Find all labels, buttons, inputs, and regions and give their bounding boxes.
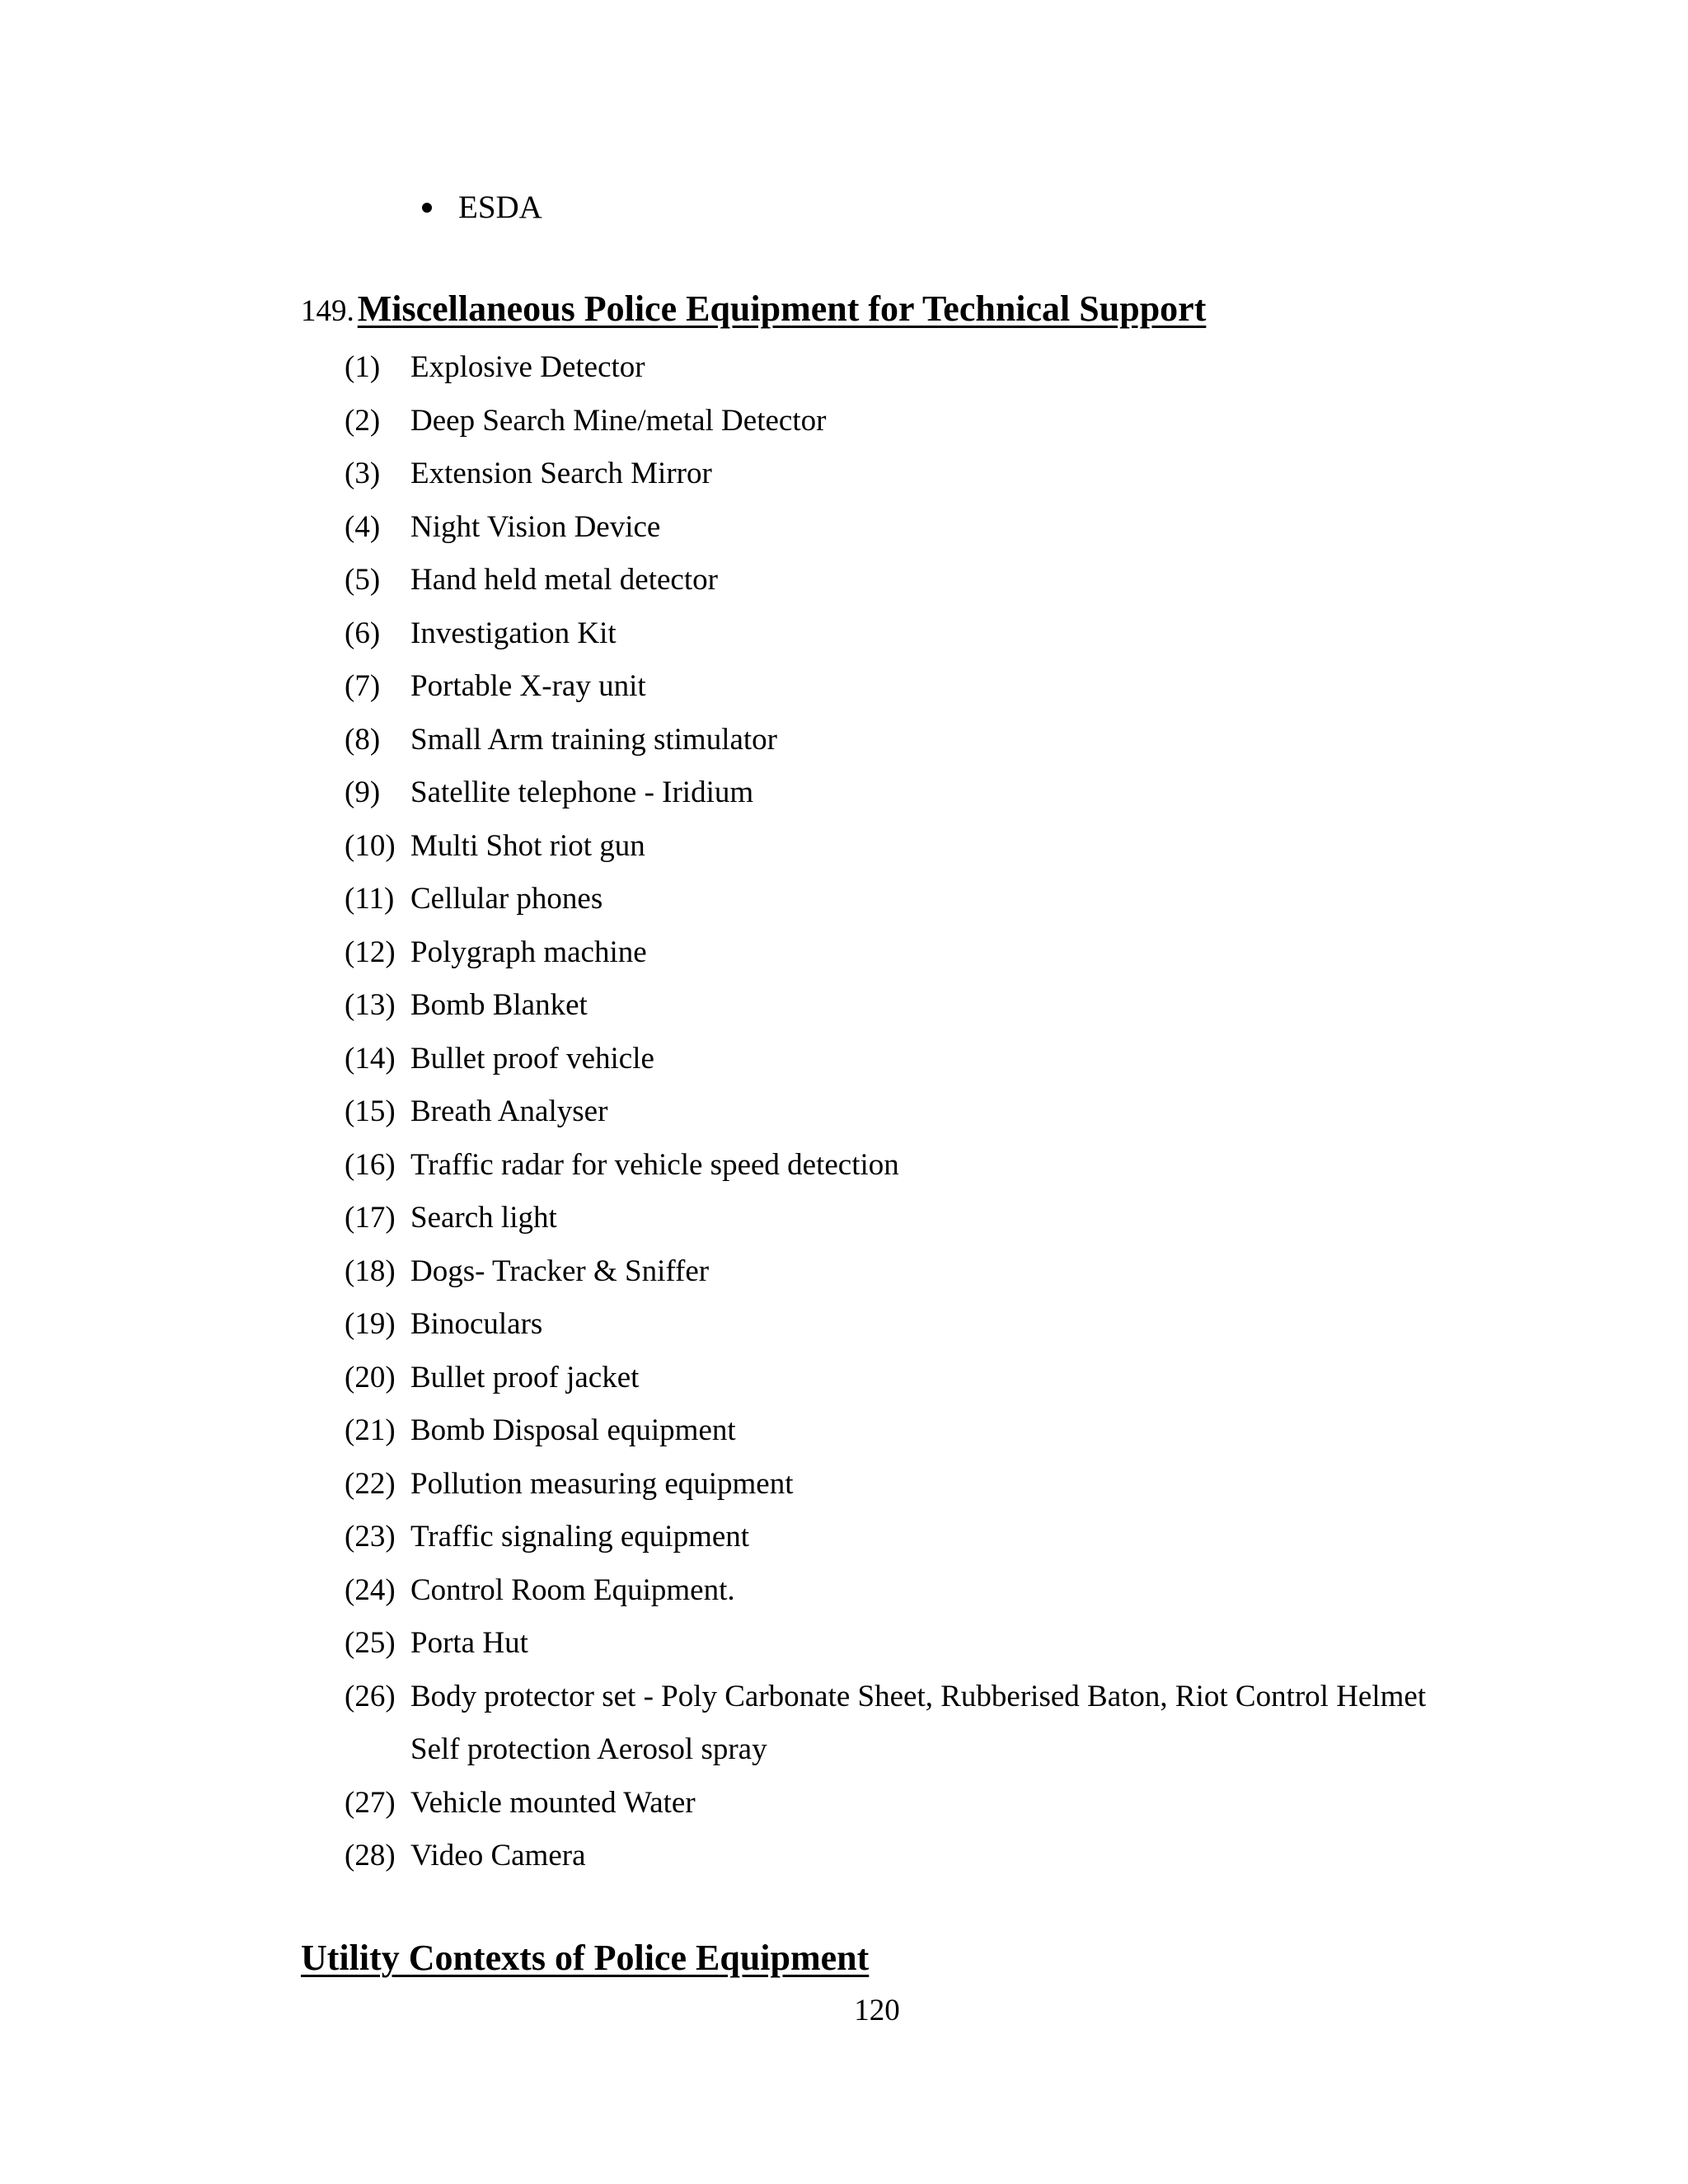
- list-item-number: (10): [345, 828, 396, 863]
- list-item-number: (26): [345, 1679, 396, 1713]
- list-item-number: (27): [345, 1785, 396, 1820]
- list-item-text: Multi Shot riot gun: [410, 828, 645, 863]
- list-item-text: Search light: [410, 1201, 557, 1235]
- list-item: [345, 501, 1498, 555]
- list-item-text: Pollution measuring equipment: [410, 1466, 794, 1501]
- list-item-text: Bomb Disposal equipment: [410, 1413, 736, 1447]
- list-item-text: Satellite telephone - Iridium: [410, 776, 754, 809]
- list-item-number: (5): [345, 563, 381, 597]
- list-item: [345, 926, 1498, 980]
- list-item-number: (14): [345, 1041, 396, 1076]
- list-item-text: Extension Search Mirror: [410, 457, 712, 490]
- list-item-text: Deep Search Mine/metal Detector: [410, 403, 827, 438]
- list-item: [345, 1192, 1498, 1245]
- list-item: [345, 820, 1498, 874]
- equipment-list: [345, 341, 1498, 1883]
- list-item-number: (18): [345, 1254, 396, 1288]
- list-item-number: (13): [345, 988, 396, 1022]
- list-item: [345, 1830, 1498, 1883]
- list-item-number: (15): [345, 1094, 396, 1128]
- list-item: [345, 395, 1498, 448]
- section-title: Miscellaneous Police Equipment for Technical Support: [357, 288, 1207, 329]
- list-item-text: Bomb Blanket: [410, 988, 588, 1022]
- bullet-dot-icon: [422, 203, 432, 213]
- list-item: [345, 1404, 1498, 1458]
- list-item: [345, 554, 1498, 607]
- list-item-number: (6): [345, 616, 381, 650]
- bullet-item-text: ESDA: [458, 190, 542, 225]
- list-item: [345, 448, 1498, 501]
- list-item-number: (16): [345, 1147, 396, 1182]
- list-item: [345, 1511, 1498, 1564]
- list-item: [345, 1671, 1498, 1777]
- list-item-number: (28): [345, 1839, 396, 1872]
- section-heading: [301, 283, 1206, 335]
- list-item-text: Body protector set - Poly Carbonate Sheet, Rubberised Baton, Riot Control Helmet Self protection Aerosol spray: [410, 1679, 1427, 1766]
- list-item-number: (25): [345, 1626, 396, 1660]
- list-item: [345, 873, 1498, 926]
- list-item: [345, 1033, 1498, 1086]
- list-item: [345, 1245, 1498, 1299]
- list-item-number: (23): [345, 1520, 396, 1554]
- list-item: [345, 1139, 1498, 1193]
- list-item-text: Dogs- Tracker & Sniffer: [410, 1254, 710, 1288]
- list-item: [345, 1298, 1498, 1352]
- list-item: [345, 607, 1498, 661]
- list-item-text: Investigation Kit: [410, 616, 617, 650]
- list-item-number: (21): [345, 1413, 396, 1447]
- list-item-text: Video Camera: [410, 1839, 586, 1872]
- list-item-text: Breath Analyser: [410, 1094, 608, 1128]
- list-item-text: Binoculars: [410, 1307, 543, 1341]
- list-item-text: Bullet proof vehicle: [410, 1041, 654, 1076]
- list-item-number: (3): [345, 457, 381, 490]
- list-item-text: Hand held metal detector: [410, 563, 718, 597]
- list-item: [345, 1777, 1498, 1830]
- list-item-number: (9): [345, 776, 381, 809]
- list-item: [345, 1564, 1498, 1618]
- list-item-text: Traffic radar for vehicle speed detection: [410, 1147, 899, 1182]
- list-item-number: (22): [345, 1466, 396, 1501]
- list-item: [345, 1617, 1498, 1671]
- list-item-number: (12): [345, 935, 396, 969]
- list-item-number: (19): [345, 1307, 396, 1341]
- bullet-item: [422, 183, 542, 232]
- list-item-number: (24): [345, 1572, 396, 1607]
- list-item: [345, 660, 1498, 714]
- list-item-number: (1): [345, 350, 381, 384]
- list-item-number: (11): [345, 882, 395, 916]
- list-item-text: Explosive Detector: [410, 350, 645, 384]
- list-item-number: (8): [345, 722, 381, 757]
- list-item-text: Traffic signaling equipment: [410, 1520, 750, 1554]
- list-item-text: Cellular phones: [410, 882, 603, 916]
- list-item: [345, 1458, 1498, 1511]
- list-item-text: Vehicle mounted Water: [410, 1785, 696, 1820]
- list-item-text: Bullet proof jacket: [410, 1360, 640, 1394]
- list-item-text: Small Arm training stimulator: [410, 722, 777, 757]
- list-item-text: Porta Hut: [410, 1626, 528, 1660]
- list-item-number: (4): [345, 509, 381, 544]
- list-item: [345, 341, 1498, 395]
- next-section-heading: Utility Contexts of Police Equipment: [301, 1938, 870, 1978]
- list-item-number: (2): [345, 403, 381, 438]
- list-item: [345, 714, 1498, 767]
- list-item: [345, 1352, 1498, 1405]
- list-item-text: Polygraph machine: [410, 935, 647, 969]
- list-item: [345, 766, 1498, 820]
- list-item-number: (7): [345, 669, 381, 703]
- page-number: 120: [854, 1994, 900, 2027]
- list-item-text: Night Vision Device: [410, 509, 661, 544]
- section-number: 149.: [301, 294, 354, 328]
- list-item-number: (20): [345, 1360, 396, 1394]
- list-item-text: Control Room Equipment.: [410, 1572, 735, 1607]
- list-item-number: (17): [345, 1201, 396, 1235]
- list-item: [345, 979, 1498, 1033]
- list-item-text: Portable X-ray unit: [410, 669, 646, 703]
- list-item: [345, 1085, 1498, 1139]
